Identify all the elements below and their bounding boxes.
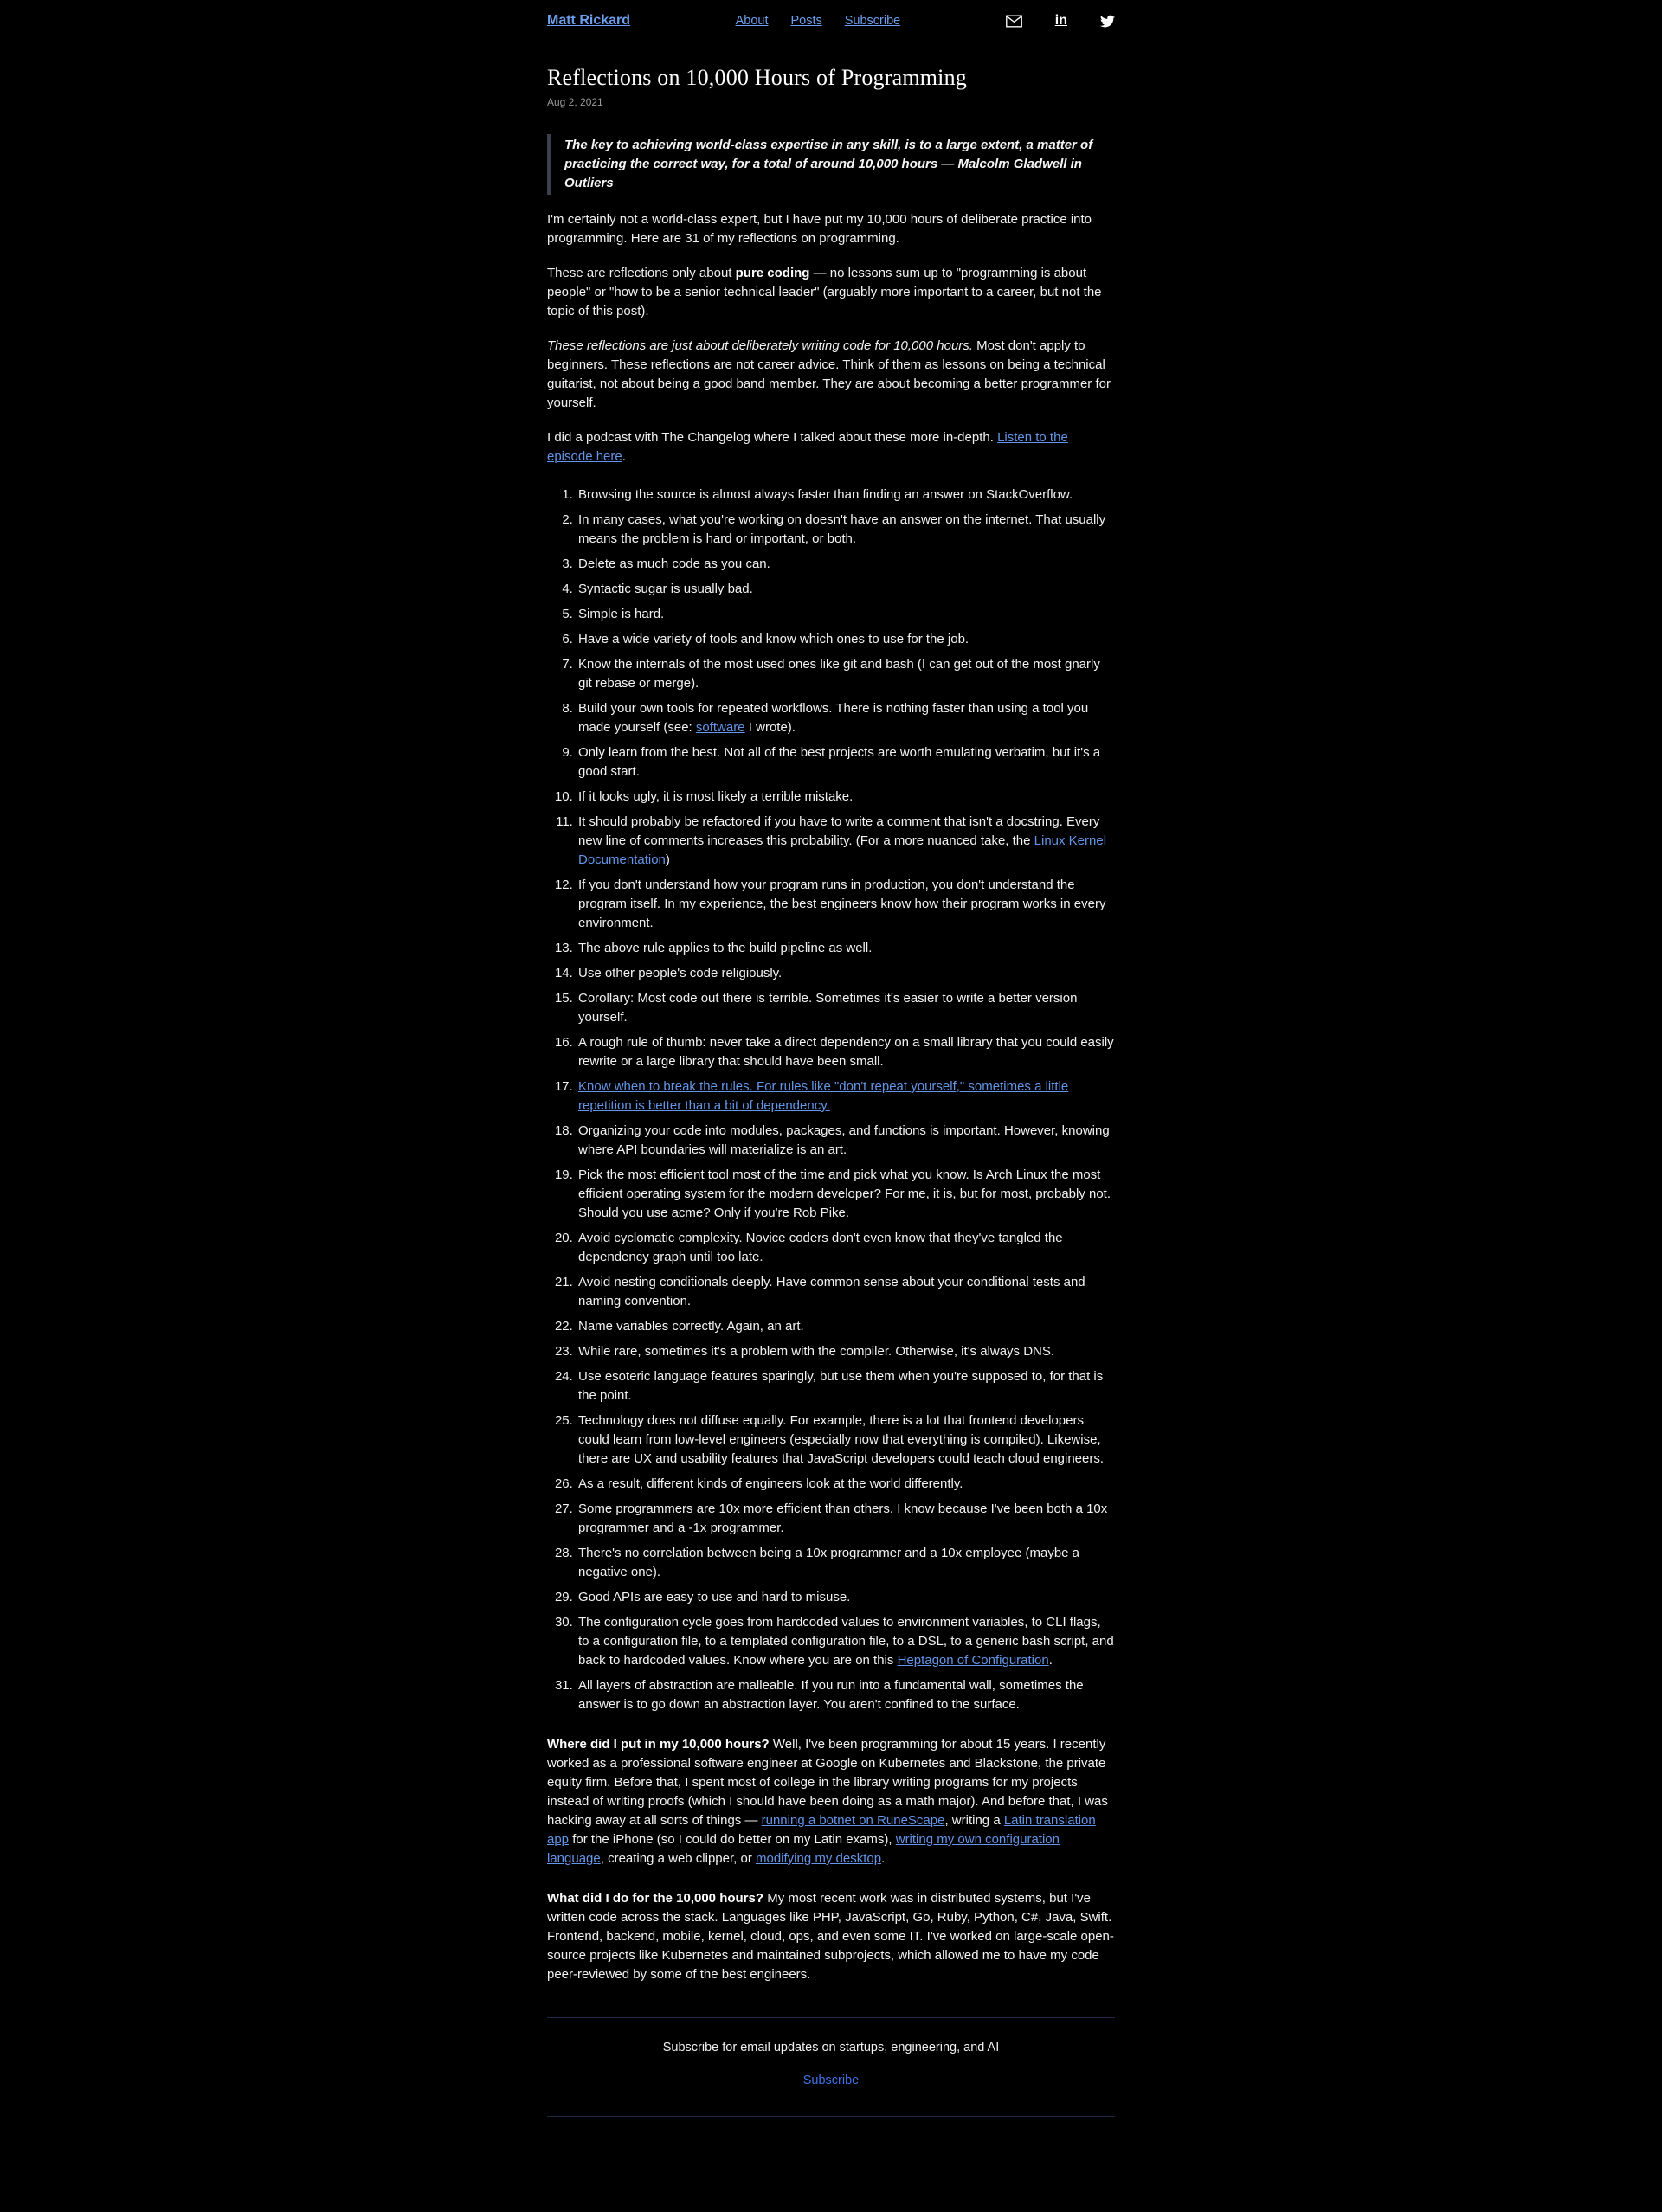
quote-block bbox=[547, 134, 1115, 195]
quote-text: The key to achieving world-class expertise in any skill, is to a large extent, a matter of practicing the correct way, for a total of around 10,000 hours — Malcolm Gladwell in Outliers bbox=[564, 138, 1093, 190]
reflection-item bbox=[577, 1077, 1115, 1116]
reflection-item: 20. Avoid cyclomatic complexity. Novice coders don't even know that they've tangled the dependency graph until too late. bbox=[577, 1229, 1115, 1267]
page-container bbox=[547, 0, 1115, 2124]
reflection-item: 7. Know the internals of the most used ones like git and bash (I can get out of the most gnarly git rebase or merge). bbox=[577, 655, 1115, 693]
post bbox=[547, 65, 1115, 1984]
twitter-icon[interactable] bbox=[1100, 15, 1115, 28]
reflection-item: 11. It should probably be refactored if you have to write a comment that isn't a docstring. Every new line of comments increases this probability. (For a more nuanced take, the Linux Kernel Documentation) bbox=[577, 813, 1115, 870]
reflections-list bbox=[547, 485, 1115, 1714]
inline-link[interactable]: running a botnet on RuneScape bbox=[761, 1813, 945, 1828]
closing-paragraph: Where did I put in my 10,000 hours? Well, I've been programming for about 15 years. I recently worked as a professional software engineer at Google on Kubernetes and Blackstone, the private equity firm. Before that, I spent most of college in the library writing programs for my projects instead of writing proofs (which I should have been doing as a math major). And before that, I was hacking away at all sorts of things — running a botnet on RuneScape, writing a Latin translation app for the iPhone (so I could do better on my Latin exams), writing my own configuration language, creating a web clipper, or modifying my desktop. bbox=[547, 1737, 1108, 1866]
reflection-item: 22. Name variables correctly. Again, an art. bbox=[577, 1317, 1115, 1336]
reflection-item: 30. The configuration cycle goes from hardcoded values to environment variables, to CLI flags, to a configuration file, to a templated configuration file, to a DSL, to a generic bash script, and back to hardcoded values. Know where you are on this Heptagon of Configuration. bbox=[577, 1613, 1115, 1670]
brand bbox=[547, 13, 630, 29]
reflection-item: 27. Some programmers are 10x more efficient than others. I know because I've been both a 10x programmer and a -1x programmer. bbox=[577, 1500, 1115, 1538]
reflection-item: 1. Browsing the source is almost always faster than finding an answer on StackOverflow. bbox=[577, 485, 1115, 505]
email-icon[interactable] bbox=[1006, 15, 1022, 28]
intro-paragraph: These are reflections only about pure coding — no lessons sum up to "programming is about people" or "how to be a senior technical leader" (arguably more important to a career, but not the topic of this post). bbox=[547, 266, 1102, 318]
reflection-item: 24. Use esoteric language features sparingly, but use them when you're supposed to, for that is the point. bbox=[577, 1367, 1115, 1405]
reflection-item: 15. Corollary: Most code out there is terrible. Sometimes it's easier to write a better version yourself. bbox=[577, 989, 1115, 1027]
social-icons bbox=[1006, 14, 1115, 28]
reflection-item: 19. Pick the most efficient tool most of the time and pick what you know. Is Arch Linux the most efficient operating system for the modern developer? For me, it is, but for most, probably not. Should you use acme? Only if you're Rob Pike. bbox=[577, 1166, 1115, 1223]
reflection-item: 2. In many cases, what you're working on doesn't have an answer on the internet. That usually means the problem is hard or important, or both. bbox=[577, 511, 1115, 549]
intro-paragraph: These reflections are just about deliberately writing code for 10,000 hours. Most don't apply to beginners. These reflections are not career advice. Think of them as lessons on being a technical guitarist, not about being a good band member. They are about becoming a better programmer for yourself. bbox=[547, 338, 1111, 410]
inline-link[interactable]: modifying my desktop bbox=[756, 1851, 882, 1866]
reflection-item: 23. While rare, sometimes it's a problem with the compiler. Otherwise, it's always DNS. bbox=[577, 1342, 1115, 1361]
intro-paragraph: I'm certainly not a world-class expert, but I have put my 10,000 hours of deliberate practice into programming. Here are 31 of my reflections on programming. bbox=[547, 212, 1092, 246]
subscribe-blurb: Subscribe for email updates on startups, engineering, and AI bbox=[662, 2041, 1000, 2054]
inline-link[interactable]: Linux Kernel Documentation bbox=[578, 833, 1107, 867]
reflection-item: 4. Syntactic sugar is usually bad. bbox=[577, 580, 1115, 599]
post-date: Aug 2, 2021 bbox=[547, 96, 603, 108]
reflection-item: 8. Build your own tools for repeated workflows. There is nothing faster than using a tool you made yourself (see: software I wrote). bbox=[577, 699, 1115, 737]
reflection-item: 26. As a result, different kinds of engineers look at the world differently. bbox=[577, 1475, 1115, 1494]
reflection-item: 25. Technology does not diffuse equally. For example, there is a lot that frontend developers could learn from low-level engineers (especially now that everything is compiled). Likewise, there are UX and usability features that JavaScript developers could teach cloud engineers. bbox=[577, 1411, 1115, 1469]
header-nav bbox=[736, 14, 901, 28]
reflection-item: 14. Use other people's code religiously. bbox=[577, 964, 1115, 983]
site-header bbox=[547, 0, 1115, 42]
inline-link[interactable]: Heptagon of Configuration bbox=[897, 1653, 1049, 1668]
reflection-item: 21. Avoid nesting conditionals deeply. Have common sense about your conditional tests and naming convention. bbox=[577, 1273, 1115, 1311]
reflection-item: 9. Only learn from the best. Not all of the best projects are worth emulating verbatim, but it's a good start. bbox=[577, 743, 1115, 781]
bottom-spacer bbox=[547, 2117, 1115, 2124]
nav-about-link[interactable]: About bbox=[735, 14, 769, 28]
site-footer bbox=[547, 2017, 1115, 2117]
reflection-item: 31. All layers of abstraction are malleable. If you run into a fundamental wall, sometimes the answer is to go down an abstraction layer. You aren't confined to the surface. bbox=[577, 1676, 1115, 1714]
reflection-item: 18. Organizing your code into modules, packages, and functions is important. However, knowing where API boundaries will materialize is an art. bbox=[577, 1122, 1115, 1160]
reflection-item: 10. If it looks ugly, it is most likely a terrible mistake. bbox=[577, 788, 1115, 807]
reflection-item: 29. Good APIs are easy to use and hard to misuse. bbox=[577, 1588, 1115, 1607]
nav-subscribe-link[interactable]: Subscribe bbox=[844, 14, 901, 28]
inline-link[interactable]: software bbox=[695, 720, 745, 735]
nav-posts-link[interactable]: Posts bbox=[790, 14, 822, 28]
reflection-item: 12. If you don't understand how your program runs in production, you don't understand the program itself. In my experience, the best engineers know how their program works in every environment. bbox=[577, 876, 1115, 933]
linkedin-icon[interactable]: in bbox=[1054, 13, 1067, 28]
inline-link[interactable]: Latin translation app bbox=[547, 1813, 1096, 1847]
reflection-item: 6. Have a wide variety of tools and know which ones to use for the job. bbox=[577, 630, 1115, 649]
reflection-item: 16. A rough rule of thumb: never take a direct dependency on a small library that you could easily rewrite or a large library that should have been small. bbox=[577, 1033, 1115, 1071]
page-title: Reflections on 10,000 Hours of Programming bbox=[547, 65, 968, 90]
reflection-item: 3. Delete as much code as you can. bbox=[577, 555, 1115, 574]
reflection-item: 28. There's no correlation between being a 10x programmer and a 10x employee (maybe a negative one). bbox=[577, 1544, 1115, 1582]
podcast-paragraph: I did a podcast with The Changelog where I talked about these more in-depth. Listen to the episode here. bbox=[547, 430, 1068, 464]
inline-link[interactable]: writing my own configuration language bbox=[547, 1832, 1060, 1866]
brand-link[interactable]: Matt Rickard bbox=[547, 13, 631, 28]
inline-link[interactable]: Know when to break the rules. For rules like "don't repeat yourself," sometimes a little repetition is better than a bit of dependency. bbox=[578, 1079, 1069, 1113]
closing-paragraph: What did I do for the 10,000 hours? My most recent work was in distributed systems, but I've written code across the stack. Languages like PHP, JavaScript, Go, Ruby, Python, C#, Java, Swift. Frontend, backend, mobile, kernel, cloud, ops, and even some IT. I've worked on large-scale open-source projects like Kubernetes and maintained subprojects, which allowed me to have my code peer-reviewed by some of the best engineers. bbox=[547, 1891, 1114, 1982]
reflection-item: 13. The above rule applies to the build pipeline as well. bbox=[577, 939, 1115, 958]
inline-link[interactable]: Listen to the episode here bbox=[547, 430, 1068, 464]
footer-subscribe-link[interactable]: Subscribe bbox=[802, 2074, 860, 2087]
post-body bbox=[547, 134, 1115, 1984]
reflection-item: 5. Simple is hard. bbox=[577, 605, 1115, 624]
